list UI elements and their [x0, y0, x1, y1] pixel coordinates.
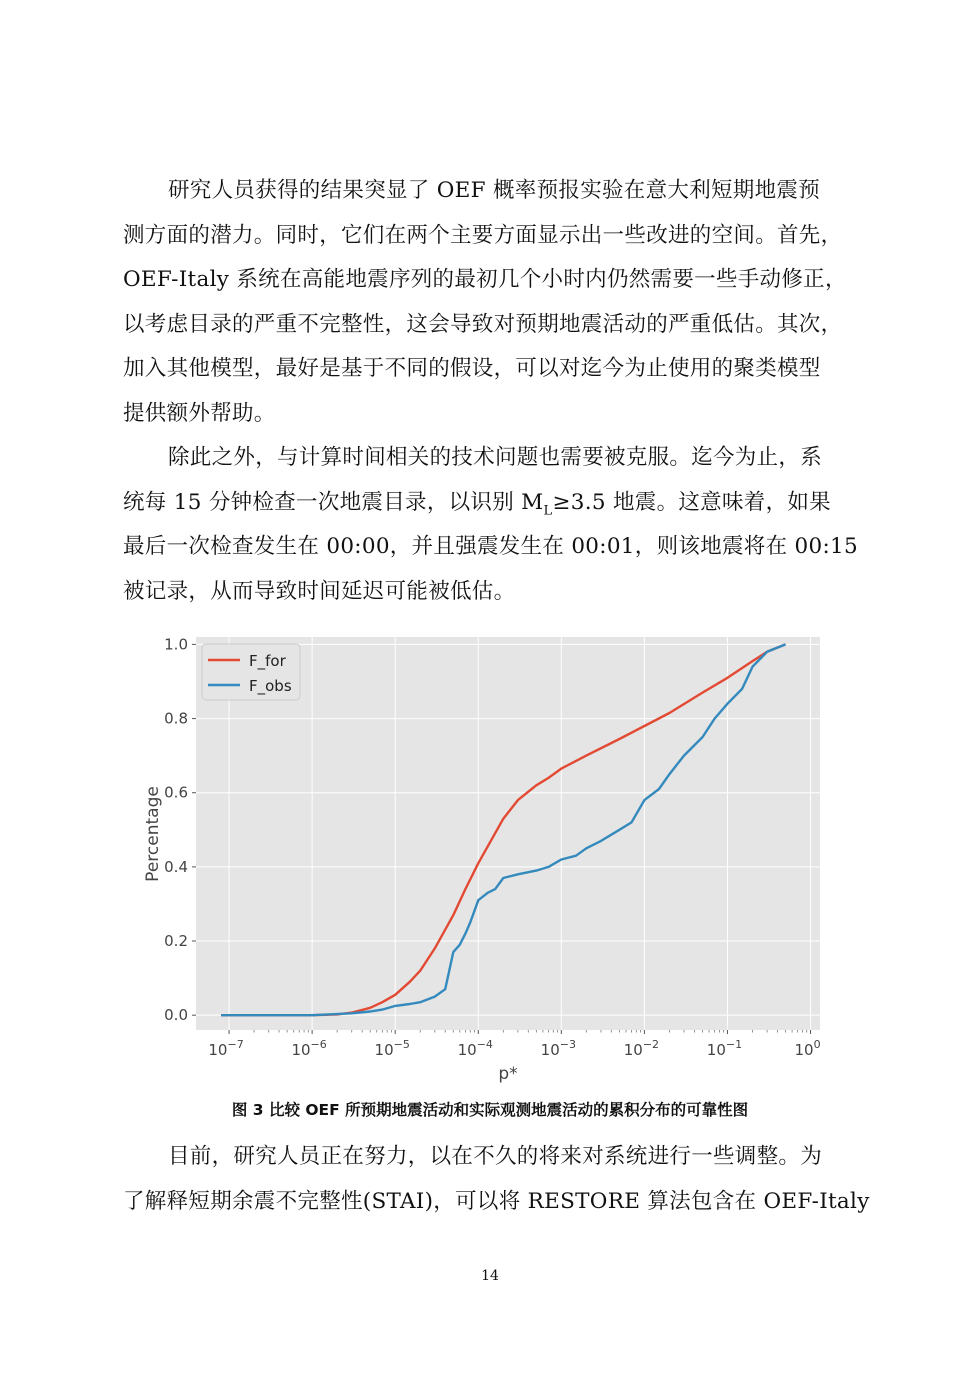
- paragraph-1: [123, 169, 858, 437]
- y-tick-label: 0.2: [164, 932, 188, 951]
- x-tick-label-base: 10: [540, 1041, 560, 1059]
- text-line: 目前，研究人员正在努力，以在不久的将来对系统进行一些调整。为: [168, 1144, 823, 1169]
- x-tick-label: [794, 1038, 820, 1059]
- x-tick-label-base: 10: [374, 1041, 394, 1059]
- text-line: 了解释短期余震不完整性(STAI)，可以将 RESTORE 算法包含在 OEF-Italy: [123, 1188, 870, 1214]
- text-line: 提供额外帮助。: [123, 400, 276, 426]
- reliability-chart: [130, 632, 840, 1092]
- y-tick-label: 0.4: [164, 857, 188, 876]
- x-tick-label-base: 10: [706, 1041, 726, 1059]
- x-tick-label-exponent: −5: [393, 1038, 410, 1051]
- text-line: 研究人员获得的结果突显了 OEF 概率预报实验在意大利短期地震预: [168, 178, 821, 203]
- x-tick-label-exponent: −3: [559, 1038, 576, 1051]
- y-tick-label: 1.0: [164, 635, 188, 654]
- figure-caption: 图 3 比较 OEF 所预期地震活动和实际观测地震活动的累积分布的可靠性图: [231, 1101, 749, 1119]
- legend: [202, 644, 300, 700]
- x-tick-label-base: 10: [794, 1041, 814, 1059]
- x-tick-label-base: 10: [291, 1041, 311, 1059]
- text-line: 被记录，从而导致时间延迟可能被低估。: [123, 578, 516, 604]
- text-line: 除此之外，与计算时间相关的技术问题也需要被克服。迄今为止，系: [168, 445, 823, 470]
- text-segment: ≥3.5 地震。这意味着，如果: [552, 489, 831, 515]
- magnitude-subscript: L: [543, 502, 553, 518]
- text-line: 以考虑目录的严重不完整性，这会导致对预期地震活动的严重低估。其次，: [123, 311, 843, 337]
- x-tick-label-exponent: −4: [476, 1038, 493, 1051]
- x-tick-label-exponent: 0: [813, 1038, 821, 1051]
- chart-svg: [130, 632, 840, 1092]
- x-axis-label: p*: [498, 1064, 518, 1084]
- y-tick-label: 0.6: [164, 783, 188, 802]
- text-line: 加入其他模型，最好是基于不同的假设，可以对迄今为止使用的聚类模型: [123, 356, 821, 382]
- x-tick-label-exponent: −7: [227, 1038, 244, 1051]
- text-line: 最后一次检查发生在 00:00，并且强震发生在 00:01，则该地震将在 00:15: [123, 534, 858, 560]
- text-line-with-magnitude: [123, 481, 858, 526]
- x-tick-label-exponent: −1: [725, 1038, 743, 1051]
- text-line: 测方面的潜力。同时，它们在两个主要方面显示出一些改进的空间。首先，: [123, 222, 843, 248]
- y-axis-label: Percentage: [143, 786, 163, 882]
- legend-label-f-obs: F_obs: [249, 677, 292, 695]
- text-line: OEF-Italy 系统在高能地震序列的最初几个小时内仍然需要一些手动修正，: [123, 267, 847, 293]
- x-tick-label: [375, 1038, 410, 1059]
- y-tick-label: 0.0: [164, 1006, 188, 1025]
- x-tick-label: [291, 1038, 326, 1059]
- legend-label-f-for: F_for: [249, 652, 286, 670]
- y-tick-label: 0.8: [164, 709, 188, 728]
- x-tick-label: [208, 1038, 243, 1059]
- text-segment: 统每 15 分钟检查一次地震目录，以识别 M: [123, 489, 544, 515]
- x-tick-label: [707, 1038, 742, 1059]
- x-tick-label-exponent: −6: [310, 1038, 327, 1051]
- x-tick-label-base: 10: [623, 1041, 643, 1059]
- x-tick-label-base: 10: [208, 1041, 228, 1059]
- paragraph-3: [123, 1135, 870, 1224]
- x-tick-label: [624, 1038, 659, 1059]
- x-tick-label: [458, 1038, 493, 1059]
- x-tick-label-exponent: −2: [642, 1038, 660, 1051]
- x-tick-label-base: 10: [457, 1041, 477, 1059]
- paragraph-2: [123, 436, 858, 614]
- x-tick-label: [541, 1038, 576, 1059]
- page-number: 14: [481, 1268, 499, 1284]
